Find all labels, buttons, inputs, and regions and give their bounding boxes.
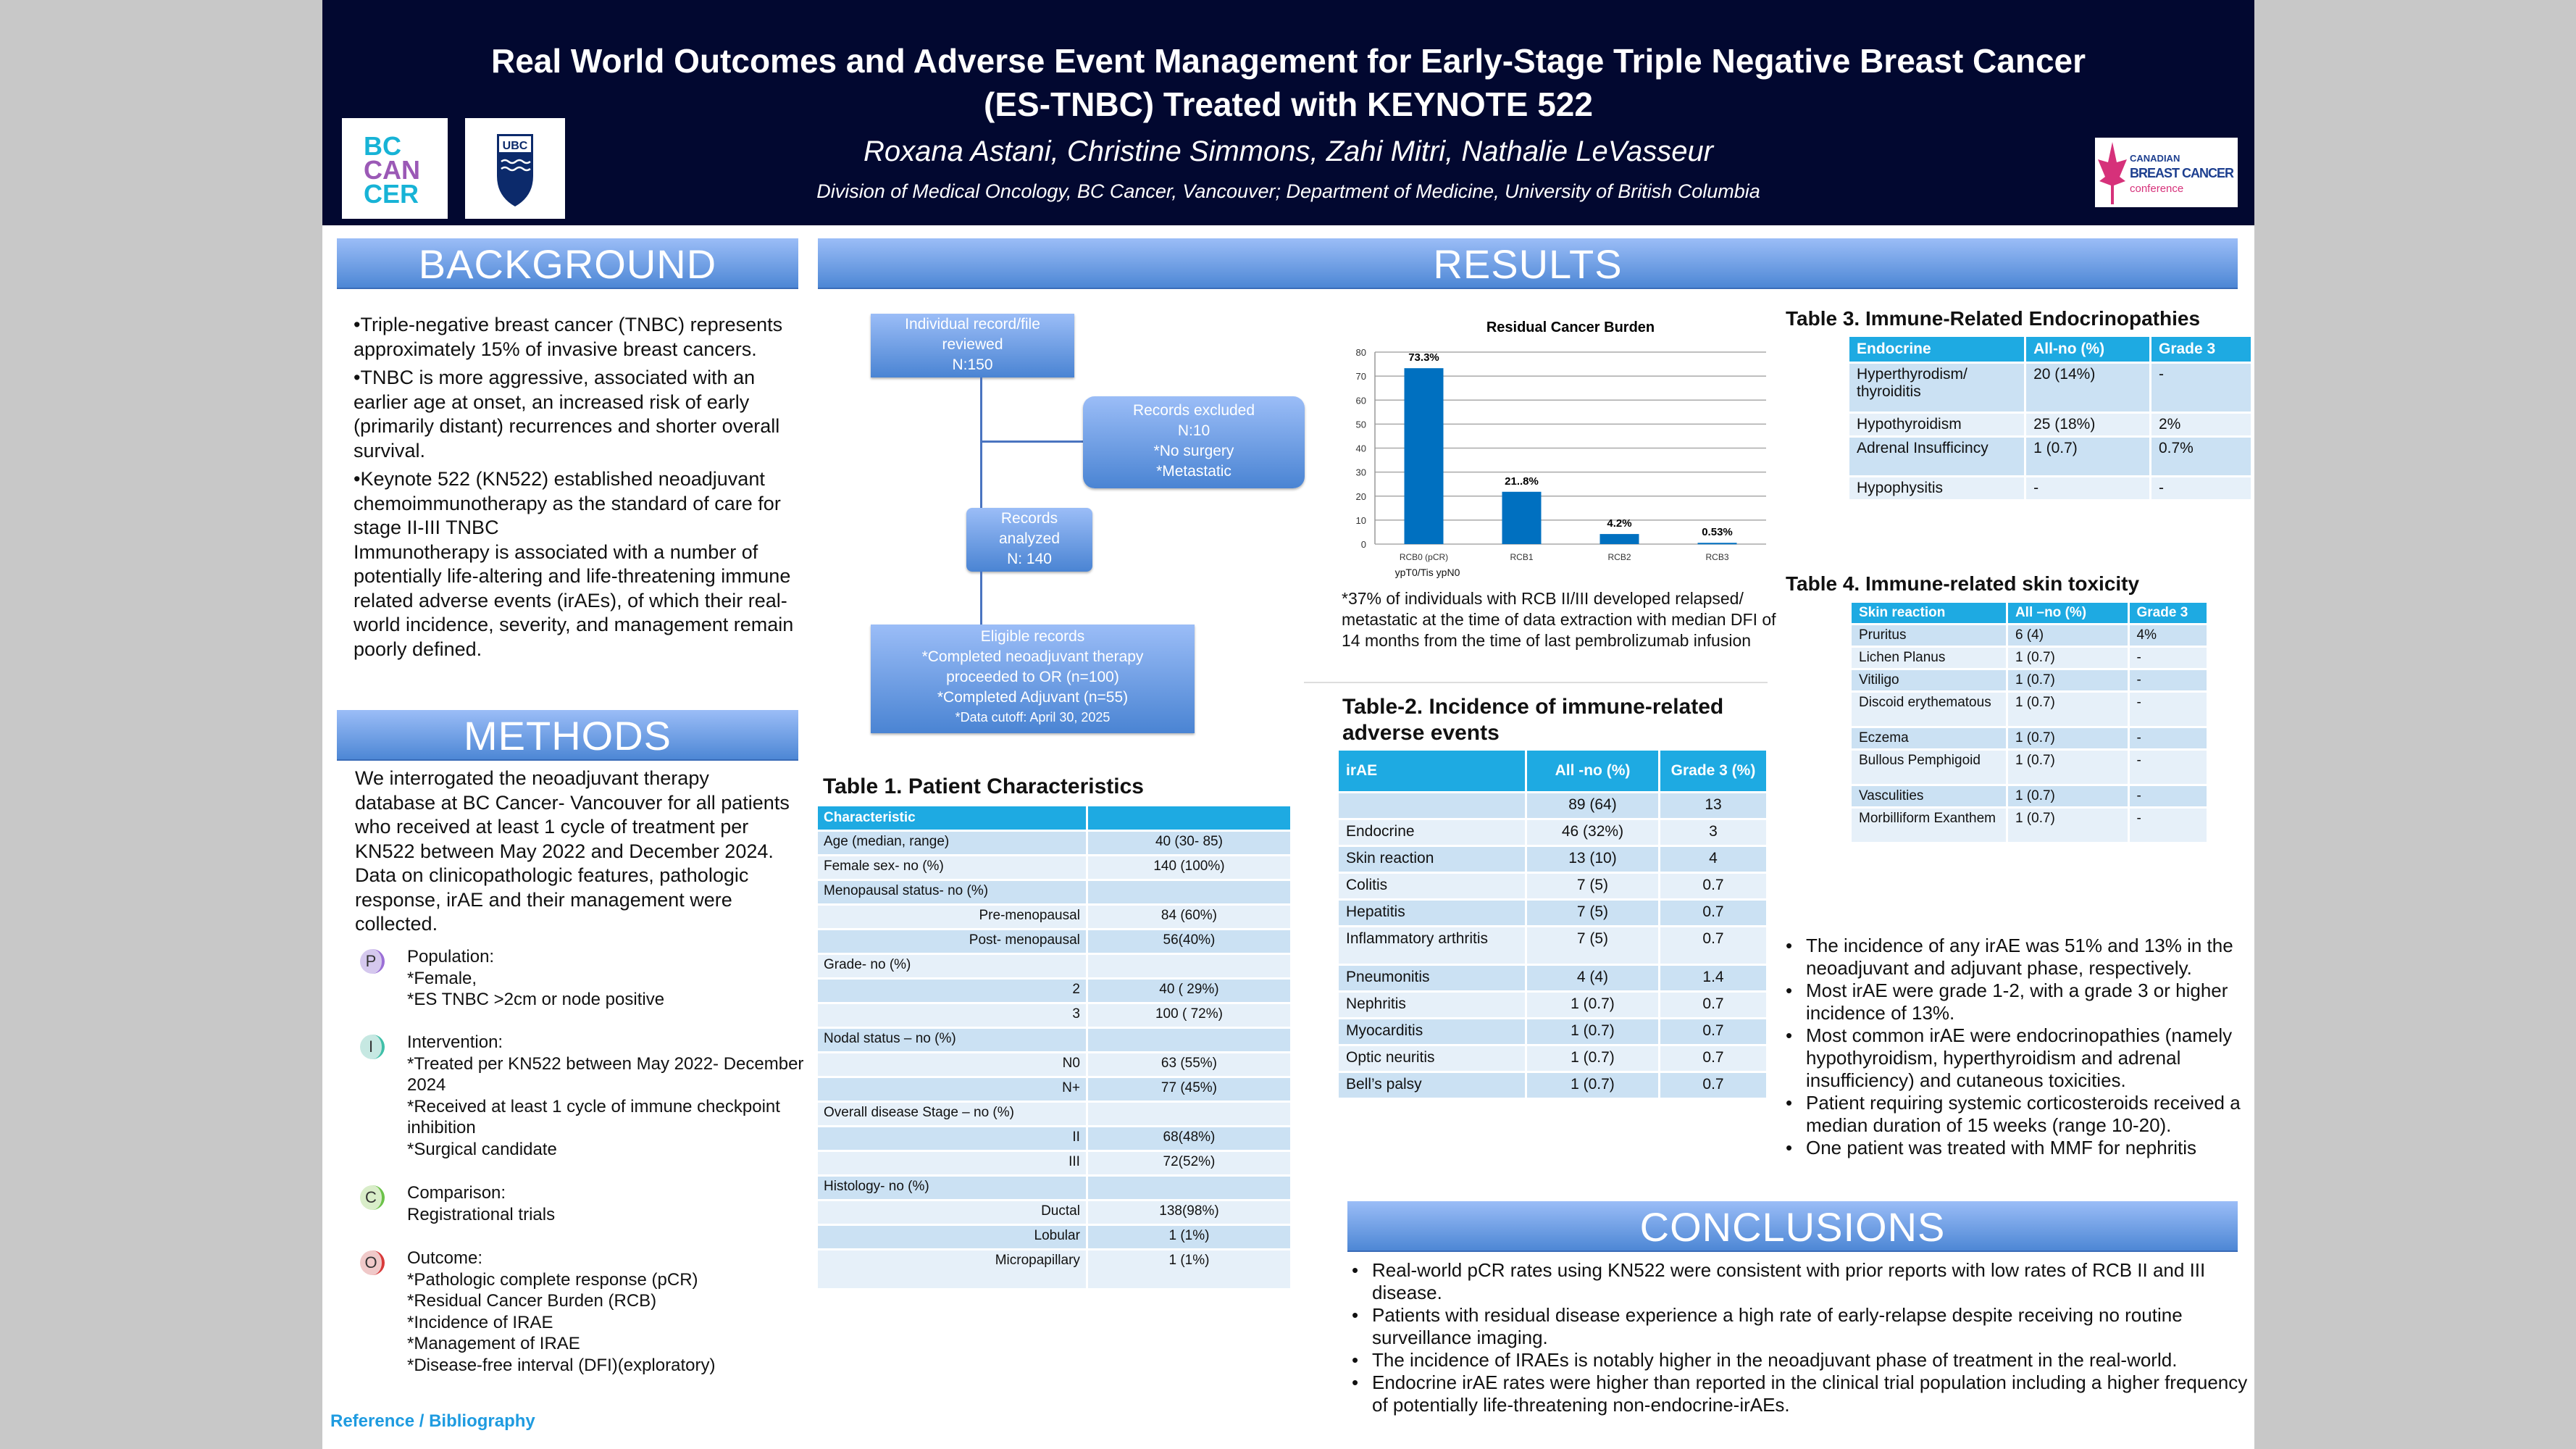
table-cell: 1.4 bbox=[1660, 966, 1766, 990]
table-cell: Hepatitis bbox=[1339, 901, 1525, 925]
table-cell: Bell’s palsy bbox=[1339, 1073, 1525, 1098]
pico-item bbox=[407, 946, 820, 1011]
table-cell: 25 (18%) bbox=[2026, 414, 2149, 435]
table-cell: Ductal bbox=[818, 1201, 1086, 1224]
pico-item bbox=[407, 1032, 820, 1160]
table-cell: 0.7 bbox=[1660, 874, 1766, 898]
data-label: 4.2% bbox=[1607, 517, 1632, 530]
data-label: 0.53% bbox=[1702, 526, 1733, 539]
table-cell: 1 (0.7) bbox=[1527, 1019, 1658, 1044]
bar-rcb1 bbox=[1502, 492, 1542, 544]
table-cell: Post- menopausal bbox=[818, 930, 1086, 953]
bullet-item: • The incidence of any irAE was 51% and 13% in the neoadjuvant and adjuvant phase, respectively. bbox=[1786, 935, 2270, 980]
table-cell: N+ bbox=[818, 1078, 1086, 1101]
pico-title: Intervention: bbox=[407, 1032, 503, 1052]
affiliation: Division of Medical Oncology, BC Cancer, Vancouver; Department of Medicine, University of British Columbia bbox=[816, 180, 1760, 202]
skin-toxicity-table bbox=[1849, 601, 2209, 844]
table-cell: 0.7% bbox=[2151, 438, 2251, 475]
title-line-1: Real World Outcomes and Adverse Event Management for Early-Stage Triple Negative Breast Cancer bbox=[490, 42, 2086, 80]
table-row bbox=[1852, 625, 2207, 646]
divider bbox=[1304, 682, 1768, 683]
bullet-item: • One patient was treated with MMF for nephritis bbox=[1786, 1137, 2270, 1159]
x-tick-label: RCB1 bbox=[1510, 552, 1534, 562]
flow-text: N:10 bbox=[1177, 422, 1210, 439]
flow-text: Records bbox=[1000, 510, 1058, 527]
table-cell: Bullous Pemphigoid bbox=[1852, 751, 2006, 784]
pico-line: *Surgical candidate bbox=[407, 1139, 557, 1159]
conclusions-bullets bbox=[1352, 1259, 2250, 1416]
table-cell: 0.7 bbox=[1660, 901, 1766, 925]
reference-link[interactable]: Reference / Bibliography bbox=[330, 1411, 535, 1431]
pico-i-icon: I bbox=[360, 1035, 385, 1059]
pico-line: *Female, bbox=[407, 968, 477, 988]
logo-text: CANADIAN bbox=[2130, 153, 2180, 164]
table-row bbox=[1339, 1019, 1766, 1044]
table-cell: III bbox=[818, 1152, 1086, 1174]
table-cell: Menopausal status- no (%) bbox=[818, 881, 1086, 903]
pico-line: *Disease-free interval (DFI)(exploratory) bbox=[407, 1355, 716, 1375]
table-cell: 6 (4) bbox=[2008, 625, 2128, 646]
table-cell: 4 (4) bbox=[1527, 966, 1658, 990]
table-cell bbox=[1088, 881, 1290, 903]
table-cell: Skin reaction bbox=[1339, 847, 1525, 872]
table-cell: Overall disease Stage – no (%) bbox=[818, 1103, 1086, 1125]
column-header: irAE bbox=[1339, 751, 1525, 791]
table-row bbox=[1339, 874, 1766, 898]
table-row bbox=[1849, 364, 2251, 412]
table-cell: 1 (0.7) bbox=[2008, 693, 2128, 726]
flow-text: N:150 bbox=[952, 356, 993, 373]
table-row bbox=[818, 1127, 1290, 1150]
table-cell: - bbox=[2026, 477, 2149, 499]
flow-box-analyzed bbox=[966, 508, 1092, 572]
table-row bbox=[818, 1201, 1290, 1224]
table-cell: Hyperthyrodism/ thyroiditis bbox=[1849, 364, 2024, 412]
authors: Roxana Astani, Christine Simmons, Zahi Mitri, Nathalie LeVasseur bbox=[863, 135, 1714, 167]
irae-incidence-table bbox=[1337, 748, 1768, 1100]
table-cell: 20 (14%) bbox=[2026, 364, 2149, 412]
logo-text: CAN bbox=[364, 155, 420, 185]
column-header: Endocrine bbox=[1849, 337, 2024, 362]
table-row bbox=[1339, 793, 1766, 818]
data-label: 73.3% bbox=[1408, 351, 1439, 364]
flow-box-excluded bbox=[1083, 396, 1305, 488]
table-cell: 3 bbox=[1660, 820, 1766, 845]
pico-line: *Management of IRAE bbox=[407, 1334, 580, 1353]
table-cell: 100 ( 72%) bbox=[1088, 1004, 1290, 1027]
table-cell: 40 (30- 85) bbox=[1088, 832, 1290, 854]
bullet-item: • Real-world pCR rates using KN522 were consistent with prior reports with low rates of RCB II and III disease. bbox=[1352, 1259, 2250, 1304]
y-tick-label: 10 bbox=[1355, 514, 1366, 526]
table-cell: 13 bbox=[1660, 793, 1766, 818]
table-row bbox=[1339, 901, 1766, 925]
flow-text: *Completed neoadjuvant therapy bbox=[921, 648, 1144, 665]
column-header: Grade 3 bbox=[2130, 603, 2207, 623]
table1-title: Table 1. Patient Characteristics bbox=[823, 774, 1144, 798]
flow-text: Records excluded bbox=[1132, 402, 1255, 419]
table-cell: 40 ( 29%) bbox=[1088, 980, 1290, 1002]
column-header: All-no (%) bbox=[2026, 337, 2149, 362]
flow-text: *Metastatic bbox=[1156, 463, 1231, 480]
pico-o-icon: O bbox=[360, 1250, 385, 1275]
poster-header bbox=[322, 0, 2254, 225]
flow-text: analyzed bbox=[998, 530, 1061, 547]
table-cell: 140 (100%) bbox=[1088, 856, 1290, 879]
table-cell: 1 (0.7) bbox=[2008, 670, 2128, 690]
table-row bbox=[1852, 751, 2207, 784]
flow-connector bbox=[980, 440, 1083, 443]
table-cell: Inflammatory arthritis bbox=[1339, 927, 1525, 964]
table-cell: 1 (0.7) bbox=[1527, 1073, 1658, 1098]
table-row bbox=[1849, 438, 2251, 475]
table-row bbox=[1852, 648, 2207, 668]
table-row bbox=[1852, 809, 2207, 842]
table-cell: Vasculities bbox=[1852, 786, 2006, 806]
table-row bbox=[818, 1053, 1290, 1076]
column-header: All -no (%) bbox=[1527, 751, 1658, 791]
table-cell: 1 (0.7) bbox=[2008, 728, 2128, 748]
table-cell: 13 (10) bbox=[1527, 847, 1658, 872]
table-cell: 1 (0.7) bbox=[2008, 648, 2128, 668]
table-cell: Optic neuritis bbox=[1339, 1046, 1525, 1071]
table-cell: - bbox=[2130, 670, 2207, 690]
conclusions-heading: CONCLUSIONS bbox=[1347, 1201, 2238, 1252]
table-cell bbox=[1339, 793, 1525, 818]
methods-heading: METHODS bbox=[337, 710, 798, 761]
table3-title: Table 3. Immune-Related Endocrinopathies bbox=[1786, 307, 2201, 330]
bar-rcb3 bbox=[1698, 543, 1737, 544]
logo-text: BREAST CANCER bbox=[2130, 166, 2234, 180]
table-row bbox=[1339, 927, 1766, 964]
table-cell: - bbox=[2130, 751, 2207, 784]
y-tick-label: 40 bbox=[1355, 443, 1366, 454]
column-header bbox=[1088, 806, 1290, 830]
results-heading: RESULTS bbox=[818, 238, 2238, 289]
table-row bbox=[818, 856, 1290, 879]
table-cell: Pruritus bbox=[1852, 625, 2006, 646]
pico-line: *Pathologic complete response (pCR) bbox=[407, 1269, 698, 1290]
table-cell: 1 (0.7) bbox=[2008, 809, 2128, 842]
x-tick-sublabel: ypT0/Tis ypN0 bbox=[1394, 567, 1460, 578]
table-cell: Eczema bbox=[1852, 728, 2006, 748]
column-header: Grade 3 bbox=[2151, 337, 2251, 362]
background-paragraph: •TNBC is more aggressive, associated with an earlier age at onset, an increased risk of early (primarily distant) recurrences and shorter overall survival. bbox=[354, 367, 780, 462]
table-cell: - bbox=[2130, 693, 2207, 726]
pico-line: *Residual Cancer Burden (RCB) bbox=[407, 1291, 657, 1311]
pico-c-icon: C bbox=[360, 1185, 385, 1210]
table-cell: 4 bbox=[1660, 847, 1766, 872]
table-cell: 7 (5) bbox=[1527, 927, 1658, 964]
table-cell: 1 (1%) bbox=[1088, 1226, 1290, 1248]
y-tick-label: 80 bbox=[1355, 347, 1366, 358]
table-header-row bbox=[1849, 337, 2251, 362]
pico-line: Registrational trials bbox=[407, 1204, 556, 1224]
pico-line: *ES TNBC >2cm or node positive bbox=[407, 990, 665, 1009]
table-cell: 7 (5) bbox=[1527, 874, 1658, 898]
flow-text: reviewed bbox=[942, 336, 1003, 353]
table-cell: 1 (0.7) bbox=[1527, 993, 1658, 1017]
table-cell: Micropapillary bbox=[818, 1250, 1086, 1288]
table-row bbox=[818, 930, 1290, 953]
table-row bbox=[1852, 693, 2207, 726]
pico-line: *Received at least 1 cycle of immune checkpoint inhibition bbox=[407, 1096, 780, 1137]
pico-title: Population: bbox=[407, 947, 495, 966]
bullet-item: • Endocrine irAE rates were higher than reported in the clinical trial population including a higher frequency of potentially life-threatening non-endocrine-irAEs. bbox=[1352, 1371, 2250, 1416]
table-cell: 77 (45%) bbox=[1088, 1078, 1290, 1101]
table-cell: 46 (32%) bbox=[1527, 820, 1658, 845]
table-row bbox=[818, 980, 1290, 1002]
background-paragraph: •Triple-negative breast cancer (TNBC) represents approximately 15% of invasive breast cancers. bbox=[354, 314, 783, 360]
table-cell: - bbox=[2130, 648, 2207, 668]
table-cell bbox=[1088, 1177, 1290, 1199]
table-row bbox=[818, 955, 1290, 977]
table-cell: 89 (64) bbox=[1527, 793, 1658, 818]
background-paragraph: •Keynote 522 (KN522) established neoadjuvant chemoimmunotherapy as the standard of care for stage II-III TNBC bbox=[354, 468, 781, 538]
bc-cancer-logo bbox=[342, 118, 448, 219]
x-tick-label: RCB0 (pCR) bbox=[1399, 552, 1449, 562]
table-cell: - bbox=[2130, 728, 2207, 748]
table-cell: Myocarditis bbox=[1339, 1019, 1525, 1044]
table-row bbox=[1339, 820, 1766, 845]
table-cell: N0 bbox=[818, 1053, 1086, 1076]
table-cell bbox=[1088, 1103, 1290, 1125]
table-cell: 0.7 bbox=[1660, 1019, 1766, 1044]
logo-text: UBC bbox=[502, 140, 528, 152]
table-cell: Hypophysitis bbox=[1849, 477, 2024, 499]
table-row bbox=[818, 1029, 1290, 1051]
pico-p-icon: P bbox=[360, 949, 385, 974]
table-cell: Colitis bbox=[1339, 874, 1525, 898]
flow-text: proceeded to OR (n=100) bbox=[946, 669, 1119, 685]
bar-rcb2 bbox=[1600, 534, 1639, 544]
y-tick-label: 60 bbox=[1355, 395, 1366, 406]
logo-text: BC bbox=[364, 131, 401, 161]
table-cell: Hypothyroidism bbox=[1849, 414, 2024, 435]
flow-text: *No surgery bbox=[1153, 443, 1234, 459]
y-tick-label: 50 bbox=[1355, 419, 1366, 430]
table-row bbox=[1339, 1046, 1766, 1071]
table-header-row bbox=[1339, 751, 1766, 791]
flow-text: N: 140 bbox=[1007, 551, 1052, 567]
table-cell: 1 (1%) bbox=[1088, 1250, 1290, 1288]
table-cell: Vitiligo bbox=[1852, 670, 2006, 690]
flow-text: *Completed Adjuvant (n=55) bbox=[937, 689, 1129, 706]
pico-title: Outcome: bbox=[407, 1248, 483, 1268]
column-header: Skin reaction bbox=[1852, 603, 2006, 623]
table-row bbox=[818, 1078, 1290, 1101]
table-cell: II bbox=[818, 1127, 1086, 1150]
y-tick-label: 30 bbox=[1355, 467, 1366, 478]
chart-title: Residual Cancer Burden bbox=[1486, 320, 1655, 335]
table-cell: - bbox=[2151, 364, 2251, 412]
table-row bbox=[818, 1250, 1290, 1288]
table-cell: Endocrine bbox=[1339, 820, 1525, 845]
flow-text: Eligible records bbox=[980, 628, 1085, 645]
table-row bbox=[1339, 847, 1766, 872]
bullet-item: • The incidence of IRAEs is notably higher in the neoadjuvant phase of treatment in the real-world. bbox=[1352, 1349, 2250, 1371]
bullet-item: • Patients with residual disease experience a high rate of early-relapse despite receiving no routine surveillance imaging. bbox=[1352, 1304, 2250, 1349]
table-cell: 1 (0.7) bbox=[2026, 438, 2149, 475]
column-header: Characteristic bbox=[818, 806, 1086, 830]
table-row bbox=[1339, 993, 1766, 1017]
pico-item bbox=[407, 1248, 820, 1376]
table-cell: Lichen Planus bbox=[1852, 648, 2006, 668]
table-cell: 56(40%) bbox=[1088, 930, 1290, 953]
table-cell: Histology- no (%) bbox=[818, 1177, 1086, 1199]
table-row bbox=[818, 1004, 1290, 1027]
flow-connector bbox=[980, 572, 982, 625]
table-cell: 0.7 bbox=[1660, 1046, 1766, 1071]
pico-item bbox=[407, 1182, 820, 1225]
table-cell: Lobular bbox=[818, 1226, 1086, 1248]
table-cell: 7 (5) bbox=[1527, 901, 1658, 925]
bullet-item: • Most common irAE were endocrinopathies (namely hypothyroidism, hyperthyroidism and adrenal insufficiency) and cutaneous toxicities. bbox=[1786, 1024, 2270, 1092]
canadian-breast-cancer-conference-logo bbox=[2095, 138, 2238, 207]
table-cell: - bbox=[2130, 809, 2207, 842]
table-cell bbox=[1088, 1029, 1290, 1051]
endocrinopathies-table bbox=[1847, 335, 2253, 501]
table-cell: Nephritis bbox=[1339, 993, 1525, 1017]
table-row bbox=[1852, 728, 2207, 748]
logo-text: CER bbox=[364, 179, 419, 209]
pico-line: *Treated per KN522 between May 2022- December 2024 bbox=[407, 1053, 804, 1095]
table-row bbox=[1852, 670, 2207, 690]
flow-box-eligible bbox=[871, 625, 1195, 733]
table-cell: Adrenal Insufficincy bbox=[1849, 438, 2024, 475]
flow-connector bbox=[980, 377, 982, 508]
table-cell: 2 bbox=[818, 980, 1086, 1002]
table-cell: 1 (0.7) bbox=[2008, 751, 2128, 784]
table-cell: Morbilliform Exanthem bbox=[1852, 809, 2006, 842]
bullet-item: • Patient requiring systemic corticosteroids received a median duration of 15 weeks (range 10-20). bbox=[1786, 1092, 2270, 1137]
ubc-logo bbox=[465, 118, 565, 219]
table-row bbox=[818, 1177, 1290, 1199]
table-row bbox=[818, 1226, 1290, 1248]
table-cell: Pre-menopausal bbox=[818, 906, 1086, 928]
table-row bbox=[818, 832, 1290, 854]
table-row bbox=[1852, 786, 2207, 806]
table-cell: 72(52%) bbox=[1088, 1152, 1290, 1174]
y-tick-label: 70 bbox=[1355, 371, 1366, 383]
table-cell: Pneumonitis bbox=[1339, 966, 1525, 990]
flow-text: *Data cutoff: April 30, 2025 bbox=[955, 710, 1111, 724]
bullet-item: • Most irAE were grade 1-2, with a grade 3 or higher incidence of 13%. bbox=[1786, 980, 2270, 1024]
table-header-row bbox=[1852, 603, 2207, 623]
table-cell: Age (median, range) bbox=[818, 832, 1086, 854]
table-row bbox=[1339, 966, 1766, 990]
poster-title bbox=[322, 39, 2254, 126]
pico-line: *Incidence of IRAE bbox=[407, 1312, 553, 1332]
table-row bbox=[1849, 414, 2251, 435]
pico-title: Comparison: bbox=[407, 1183, 506, 1203]
data-label: 21..8% bbox=[1505, 475, 1539, 488]
table-cell: 3 bbox=[818, 1004, 1086, 1027]
logo-text: conference bbox=[2130, 183, 2184, 195]
title-line-2: (ES-TNBC) Treated with KEYNOTE 522 bbox=[984, 85, 1593, 123]
x-tick-label: RCB2 bbox=[1607, 552, 1631, 562]
bar-rcb0-pcr- bbox=[1405, 368, 1444, 544]
background-text bbox=[354, 313, 803, 661]
table-cell: Grade- no (%) bbox=[818, 955, 1086, 977]
table-cell: Discoid erythematous bbox=[1852, 693, 2006, 726]
results-bullets bbox=[1786, 935, 2270, 1159]
table-cell: Nodal status – no (%) bbox=[818, 1029, 1086, 1051]
table-row bbox=[1339, 1073, 1766, 1098]
chart-note: *37% of individuals with RCB II/III developed relapsed/ metastatic at the time of data extraction with median DFI of 14 months from the time of last pembrolizumab infusion bbox=[1342, 589, 1776, 650]
table-cell: 2% bbox=[2151, 414, 2251, 435]
table-cell: - bbox=[2151, 477, 2251, 499]
table-cell: 0.7 bbox=[1660, 993, 1766, 1017]
table-cell: 138(98%) bbox=[1088, 1201, 1290, 1224]
y-tick-label: 0 bbox=[1360, 539, 1366, 550]
table2-title: Table-2. Incidence of immune-related adverse events bbox=[1342, 695, 1724, 745]
x-tick-label: RCB3 bbox=[1705, 552, 1729, 562]
table-cell: 0.7 bbox=[1660, 1073, 1766, 1098]
table-cell: 63 (55%) bbox=[1088, 1053, 1290, 1076]
rcb-bar-chart bbox=[1339, 312, 1773, 588]
column-header: Grade 3 (%) bbox=[1660, 751, 1766, 791]
column-header: All –no (%) bbox=[2008, 603, 2128, 623]
table-row bbox=[818, 1103, 1290, 1125]
table-cell: - bbox=[2130, 786, 2207, 806]
methods-text: We interrogated the neoadjuvant therapy database at BC Cancer- Vancouver for all patients who received at least 1 cycle of treatment per KN522 between May 2022 and December 2024. Data on clinicopathologic features, pathologic response, irAE and their management were collected. bbox=[355, 767, 790, 935]
y-tick-label: 20 bbox=[1355, 490, 1366, 502]
table-row bbox=[818, 881, 1290, 903]
table-cell: Female sex- no (%) bbox=[818, 856, 1086, 879]
table-row bbox=[1849, 477, 2251, 499]
table-header-row bbox=[818, 806, 1290, 830]
table-cell bbox=[1088, 955, 1290, 977]
flow-box-reviewed bbox=[871, 314, 1074, 377]
flow-text: Individual record/file bbox=[905, 316, 1040, 333]
table4-title: Table 4. Immune-related skin toxicity bbox=[1786, 572, 2140, 595]
table-cell: 68(48%) bbox=[1088, 1127, 1290, 1150]
table-row bbox=[818, 1152, 1290, 1174]
table-cell: 4% bbox=[2130, 625, 2207, 646]
table-row bbox=[818, 906, 1290, 928]
table-cell: 0.7 bbox=[1660, 927, 1766, 964]
table-cell: 1 (0.7) bbox=[1527, 1046, 1658, 1071]
table-cell: 1 (0.7) bbox=[2008, 786, 2128, 806]
patient-characteristics-table bbox=[816, 804, 1292, 1290]
background-heading: BACKGROUND bbox=[337, 238, 798, 289]
table-cell: 84 (60%) bbox=[1088, 906, 1290, 928]
background-paragraph: Immunotherapy is associated with a number of potentially life-altering and life-threatening immune related adverse events (irAEs), of which their real-world incidence, severity, and management remain poorly defined. bbox=[354, 540, 794, 660]
